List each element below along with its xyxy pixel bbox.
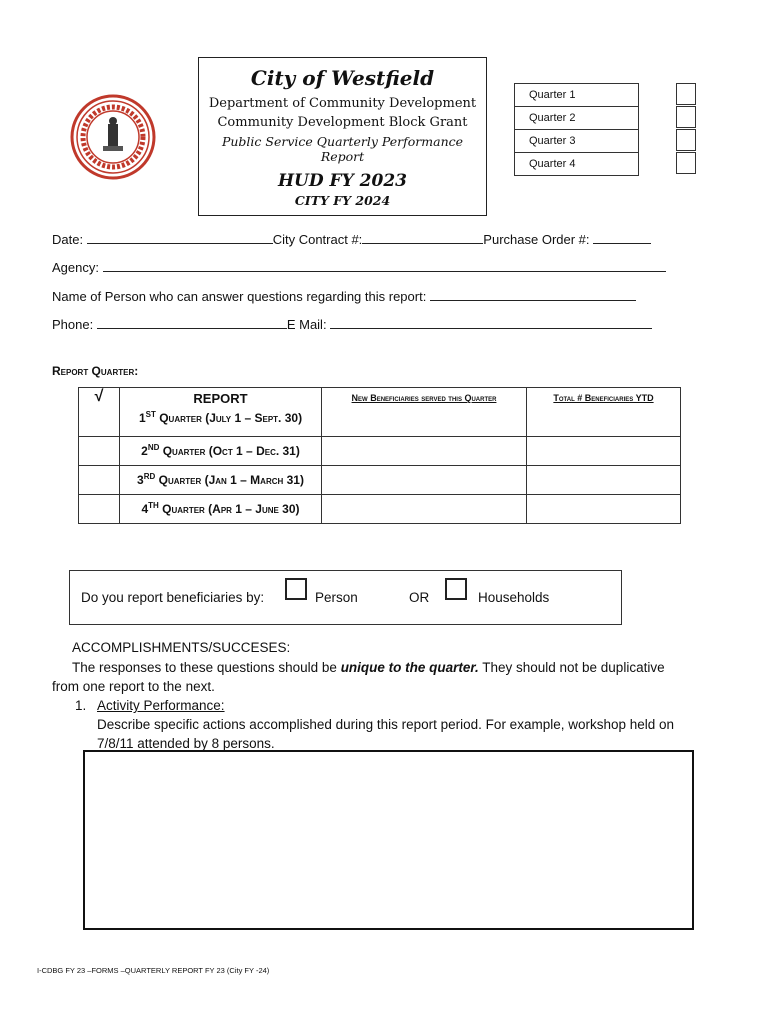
quarter-3-label: Quarter 3 (515, 130, 639, 153)
households-label: Households (478, 590, 550, 605)
po-field[interactable] (593, 231, 651, 244)
quarter-row-4-total[interactable] (527, 495, 681, 524)
person-checkbox[interactable] (285, 578, 307, 600)
agency-label: Agency: (52, 260, 99, 275)
beneficiaries-question: Do you report beneficiaries by: (81, 590, 265, 605)
hud-fy: HUD FY 2023 (278, 171, 407, 191)
city-title: City of Westfield (250, 66, 435, 90)
quarter-row-2-check[interactable] (79, 437, 120, 466)
quarter-3-checkbox[interactable] (676, 129, 696, 151)
quarter-row-4-new[interactable] (322, 495, 527, 524)
quarter-row-2-new[interactable] (322, 437, 527, 466)
quarter-row-3-new[interactable] (322, 466, 527, 495)
new-beneficiaries-header: New Beneficiaries served this Quarter (322, 388, 527, 437)
footer-text: I-CDBG FY 23 –FORMS –QUARTERLY REPORT FY 23 (City FY -24) (37, 966, 270, 975)
or-label: OR (409, 590, 430, 605)
quarter-2-label: Quarter 2 (515, 107, 639, 130)
city-seal (70, 94, 156, 180)
quarter-2-checkbox[interactable] (676, 106, 696, 128)
contract-label: City Contract #: (272, 232, 363, 247)
email-field[interactable] (330, 316, 652, 329)
email-label: E Mail: (286, 317, 327, 332)
quarter-row-3-total[interactable] (527, 466, 681, 495)
report-column-header: REPORT (120, 388, 322, 410)
po-label: Purchase Order #: (483, 232, 590, 247)
quarter-4-checkbox[interactable] (676, 152, 696, 174)
city-fy: CITY FY 2024 (294, 193, 391, 208)
agency-field[interactable] (103, 259, 666, 272)
quarter-row-4-label: 4TH Quarter (Apr 1 – June 30) (120, 495, 322, 524)
quarter-row-3-label: 3RD Quarter (Jan 1 – March 31) (120, 466, 322, 495)
activity-performance-title: Activity Performance: (97, 698, 225, 713)
accomplishments-intro: The responses to these questions should be unique to the quarter. They should not be duplicative (72, 660, 665, 675)
activity-description-2: 7/8/11 attended by 8 persons. (97, 736, 275, 751)
contact-label: Name of Person who can answer questions regarding this report: (52, 289, 427, 304)
person-label: Person (315, 590, 358, 605)
quarter-row-1-label: 1ST Quarter (July 1 – Sept. 30) (120, 410, 322, 437)
contact-row (52, 288, 636, 304)
department-name: Department of Community Development (208, 96, 477, 111)
quarter-4-label: Quarter 4 (515, 153, 639, 176)
households-checkbox[interactable] (445, 578, 467, 600)
accomplishments-intro-cont: from one report to the next. (52, 679, 215, 694)
quarter-table (514, 83, 639, 176)
phone-email-row (52, 316, 652, 332)
date-label: Date: (52, 232, 84, 247)
check-column-header: √ (79, 388, 120, 437)
activity-performance-answer-box[interactable] (83, 750, 694, 930)
quarter-1-label: Quarter 1 (515, 84, 639, 107)
quarter-row-4-check[interactable] (79, 495, 120, 524)
quarter-row-2-total[interactable] (527, 437, 681, 466)
quarter-row-2-label: 2ND Quarter (Oct 1 – Dec. 31) (120, 437, 322, 466)
item-number: 1. (75, 698, 87, 713)
contact-field[interactable] (430, 288, 636, 301)
phone-field[interactable] (97, 316, 287, 329)
accomplishments-heading: ACCOMPLISHMENTS/SUCCESES: (72, 640, 291, 655)
date-contract-po-row (52, 231, 651, 247)
report-quarter-heading: Report Quarter: (52, 364, 139, 378)
quarter-row-3-check[interactable] (79, 466, 120, 495)
quarter-1-checkbox[interactable] (676, 83, 696, 105)
contract-field[interactable] (362, 231, 483, 244)
title-box (198, 57, 487, 216)
total-beneficiaries-header: Total # Beneficiaries YTD (527, 388, 681, 437)
phone-label: Phone: (52, 317, 94, 332)
beneficiaries-box (69, 570, 622, 625)
date-field[interactable] (87, 231, 273, 244)
report-name: Public Service Quarterly Performance Report (221, 134, 464, 164)
agency-row (52, 259, 666, 275)
grant-name: Community Development Block Grant (217, 115, 468, 130)
activity-description-1: Describe specific actions accomplished during this report period. For example, workshop held on (97, 717, 675, 732)
report-quarter-table (78, 387, 681, 524)
